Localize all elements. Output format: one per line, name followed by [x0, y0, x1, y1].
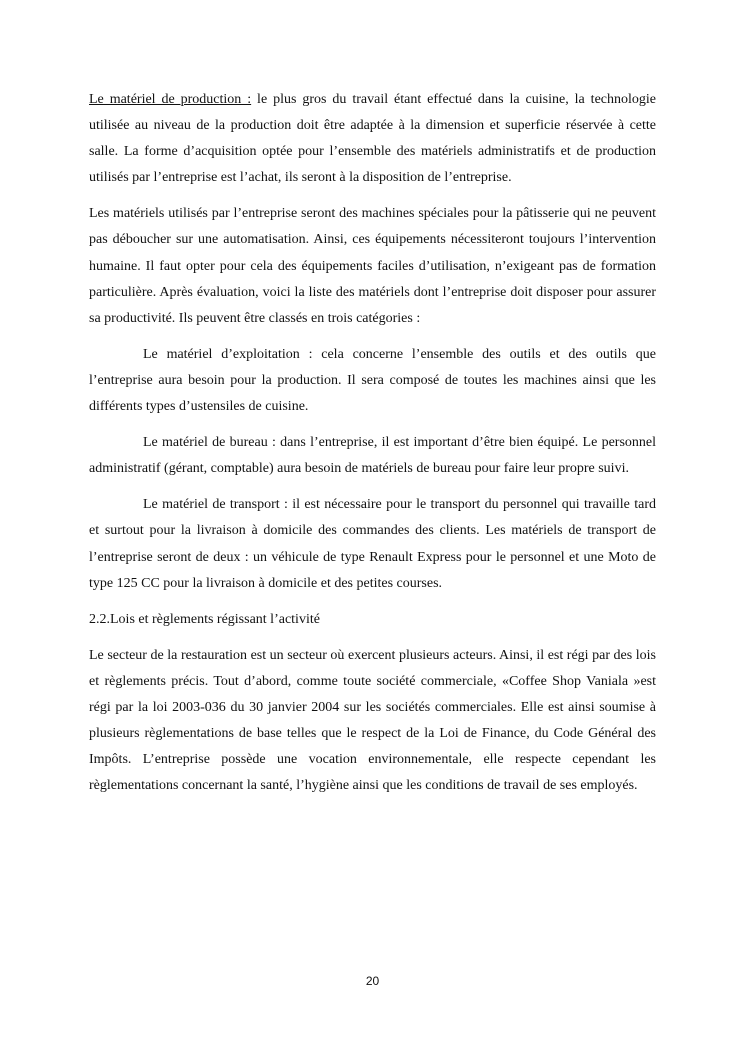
paragraph-text: le plus gros du travail étant effectué dans la cuisine, la technologie utilisée au niveau de la production doit être adaptée à la dimension et superficie réservée à cette salle. La forme d’acquisition optée pour l’ensemble des matériels administratifs et de production utilisés par l’entreprise est l’achat, ils seront à la disposition de l’entreprise.	[89, 92, 656, 186]
paragraph-lead-underlined: Le matériel de production :	[89, 92, 252, 107]
paragraph-transport-equipment: Le matériel de transport : il est nécessaire pour le transport du personnel qui travaille tard et surtout pour la livraison à domicile des commandes des clients. Les matériels de transport de l’entreprise seront de deux : un véhicule de type Renault Express pour le personnel et une Moto de type 125 CC pour la livraison à domicile et des petites courses.	[89, 497, 656, 591]
paragraph-office-equipment: Le matériel de bureau : dans l’entreprise, il est important d’être bien équipé. Le personnel administratif (gérant, comptable) aura besoin de matériels de bureau pour faire leur propre suivi.	[89, 435, 656, 477]
section-heading: 2.2.Lois et règlements régissant l’activité	[89, 611, 320, 627]
paragraph-production-equipment	[89, 87, 656, 191]
paragraph-operating-equipment: Le matériel d’exploitation : cela concerne l’ensemble des outils et des outils que l’entreprise aura besoin pour la production. Il sera composé de toutes les machines ainsi que les différents types d’ustensiles de cuisine.	[89, 346, 656, 415]
paragraph-equipment-list-intro: Les matériels utilisés par l’entreprise seront des machines spéciales pour la pâtisserie qui ne peuvent pas déboucher sur une automatisation. Ainsi, ces équipements nécessiteront toujours l’intervention humaine. Il faut opter pour cela des équipements faciles d’utilisation, n’exigeant pas de formation particulière. Après évaluation, voici la liste des matériels dont l’entreprise doit disposer pour assurer sa productivité. Ils peuvent être classés en trois catégories :	[89, 206, 656, 326]
page-number: 20	[365, 974, 380, 988]
document-body	[89, 87, 656, 809]
paragraph-laws-regulations: Le secteur de la restauration est un secteur où exercent plusieurs acteurs. Ainsi, il est régi par des lois et règlements précis. Tout d’abord, comme toute société commerciale, «Coffee Shop Vaniala »est régi par la loi 2003-036 du 30 janvier 2004 sur les sociétés commerciales. Elle est ainsi soumise à plusieurs règlementations de base telles que le respect de la Loi de Finance, du Code Général des Impôts. L’entreprise possède une vocation environnementale, elle respecte cependant les règlementations concernant la santé, l’hygiène ainsi que les conditions de travail de ses employés.	[89, 647, 656, 794]
